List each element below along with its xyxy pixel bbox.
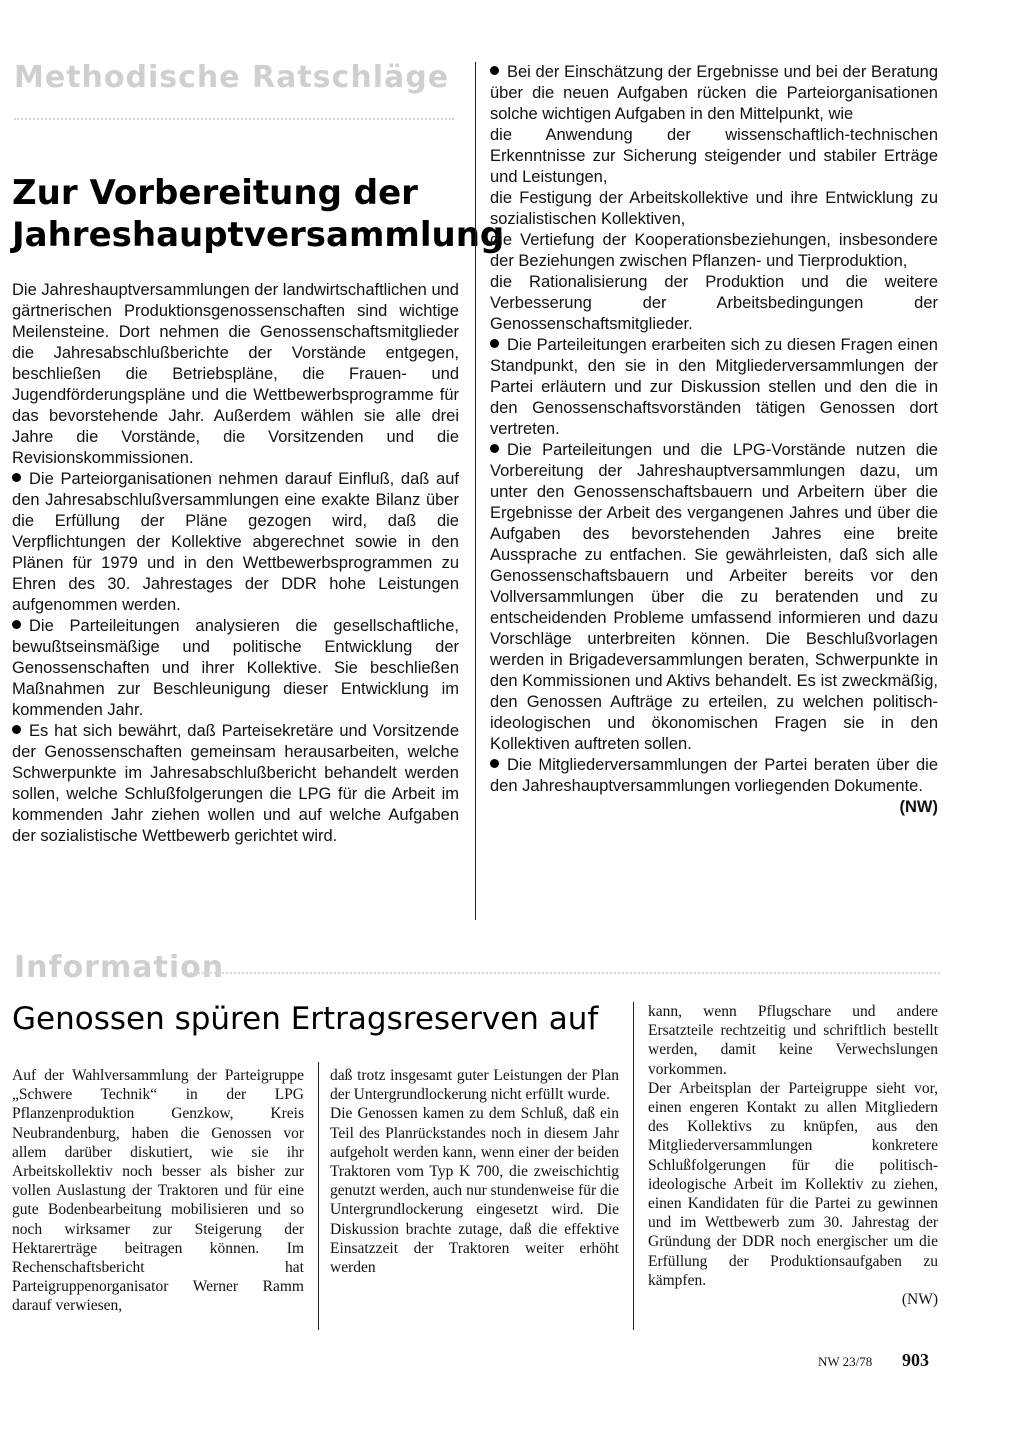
article2-col3-p2: Der Arbeitsplan der Parteigruppe sieht vor, einen engeren Kontakt zu allen Mitgliedern des Kollektivs zu knüpfen, aus den Mitgliederversammlungen konkretere Schlußfolgerungen für die politisch-ideologische Arbeit im Kollektiv zu ziehen, einen Kandidaten für die Partei zu gewinnen und im Wettbewerb zum 30. Jahrestag der Gründung der DDR noch energischer um die Erfüllung der Produktionsaufgaben zu kämpfen. bbox=[648, 1079, 938, 1289]
article2-col3-p1: kann, wenn Pflugschare und andere Ersatzteile rechtzeitig und schriftlich bestellt werden, damit keine Verwechslungen vorkommen. bbox=[648, 1003, 938, 1078]
article1-right-paragraph bbox=[490, 440, 938, 755]
section-label-information: Information bbox=[14, 950, 225, 985]
article1-right-paragraph bbox=[490, 272, 938, 335]
article1-right-signature: (NW) bbox=[899, 798, 938, 816]
article1-right-paragraph bbox=[490, 335, 938, 440]
article1-left-paragraph bbox=[12, 469, 459, 616]
article2-signature: (NW) bbox=[901, 1291, 938, 1309]
page-number: 903 bbox=[902, 1350, 929, 1370]
article1-right-paragraph bbox=[490, 230, 938, 272]
section-label-rule bbox=[14, 118, 454, 120]
article2-divider-1 bbox=[318, 1062, 319, 1330]
article1-right-column bbox=[490, 62, 938, 818]
article1-left-paragraph-text: Es hat sich bewährt, daß Parteisekretäre und Vorsitzende der Genossenschaften gemeinsam herausarbeiten, welche Schwerpunkte im Jahresabschlußbericht behandelt werden sollen, welche Schlußfolgerungen die LPG für die Arbeit im kommenden Jahr ziehen wollen und auf welche Aufgaben der sozialistische Wettbewerb gerichtet wird. bbox=[12, 722, 459, 845]
article2-column-2 bbox=[330, 1066, 619, 1277]
article1-headline-line2: Jahreshauptversammlung bbox=[12, 215, 505, 255]
article2-column-1 bbox=[12, 1066, 304, 1316]
article1-left-column bbox=[12, 280, 459, 847]
article1-right-paragraph-text: Die Mitgliederversammlungen der Partei beraten über die den Jahreshauptversammlungen vorliegenden Dokumente. bbox=[490, 756, 938, 795]
article2-headline: Genossen spüren Ertragsreserven auf bbox=[12, 1001, 599, 1037]
article1-right-paragraph-text: die Anwendung der wissenschaftlich-technischen Erkenntnisse zur Sicherung steigender und stabiler Erträge und Leistungen, bbox=[490, 126, 938, 186]
column-divider bbox=[475, 62, 476, 920]
information-rule bbox=[185, 972, 940, 974]
bullet-icon bbox=[12, 473, 21, 482]
article2-column-3 bbox=[648, 1002, 938, 1309]
bullet-icon bbox=[490, 339, 499, 348]
article1-left-paragraph bbox=[12, 280, 459, 469]
bullet-icon bbox=[490, 444, 499, 453]
section-label-methodische-ratschlaege: Methodische Ratschläge bbox=[14, 60, 450, 95]
article1-right-paragraph bbox=[490, 125, 938, 188]
article1-left-paragraph-text: Die Jahreshauptversammlungen der landwirtschaftlichen und gärtnerischen Produktionsgenossenschaften sind wichtige Meilensteine. Dort nehmen die Genossenschaftsmitglieder die Jahresabschlußberichte der Vorstände entgegen, beschließen die Betriebspläne, die Frauen- und Jugendförderungspläne und die Wettbewerbsprogramme für das bevorstehende Jahr. Außerdem wählen sie alle drei Jahre die Vorstände, die Vorsitzenden und die Revisionskommissionen. bbox=[12, 281, 459, 467]
bullet-icon bbox=[12, 725, 21, 734]
article1-right-paragraph-text: Bei der Einschätzung der Ergebnisse und bei der Beratung über die neuen Aufgaben rücken die Parteiorganisationen solche wichtigen Aufgaben in den Mittelpunkt, wie bbox=[490, 63, 938, 123]
article2-col1-text: Auf der Wahlversammlung der Parteigruppe „Schwere Technik“ in der LPG Pflanzenproduktion Genzkow, Kreis Neubrandenburg, haben die Genossen vor allem darüber diskutiert, wie sie ihr Arbeitskollektiv noch besser als bisher zur vollen Auslastung der Traktoren und für eine gute Bodenbearbeitung mobilisieren und so noch wirksamer zur Steigerung der Hektarerträge beitragen können. Im Rechenschaftsbericht hat Parteigruppenorganisator Werner Ramm darauf verwiesen, bbox=[12, 1067, 304, 1315]
article1-right-paragraph bbox=[490, 62, 938, 125]
bullet-icon bbox=[490, 759, 499, 768]
article2-divider-2 bbox=[633, 1002, 634, 1330]
article1-right-paragraph-text: Die Parteileitungen erarbeiten sich zu diesen Fragen einen Standpunkt, den sie in den Mitgliederversammlungen der Partei erläutern und zur Diskussion stellen und den die in den Genossenschaftsvorständen tätigen Genossen dort vertreten. bbox=[490, 336, 938, 438]
article1-headline-line1: Zur Vorbereitung der bbox=[12, 173, 418, 213]
article1-left-paragraph-text: Die Parteiorganisationen nehmen darauf Einfluß, daß auf den Jahresabschlußversammlungen eine exakte Bilanz über die Erfüllung der Pläne gezogen wird, daß die Verpflichtungen der Kollektive abgerechnet sowie in den Plänen für 1979 und in den Wettbewerbsprogrammen zu Ehren des 30. Jahrestages der DDR hohe Leistungen aufgenommen werden. bbox=[12, 470, 459, 614]
article1-left-paragraph-text: Die Parteileitungen analysieren die gesellschaftliche, bewußtseinsmäßige und politische Entwicklung der Genossenschaften und ihrer Kollektive. Sie beschließen Maßnahmen zur Beschleunigung dieser Entwicklung im kommenden Jahr. bbox=[12, 617, 459, 719]
issue-number: NW 23/78 bbox=[818, 1354, 873, 1369]
bullet-icon bbox=[490, 66, 499, 75]
article1-right-paragraph-text: die Vertiefung der Kooperationsbeziehungen, insbesondere der Beziehungen zwischen Pflanzen- und Tierproduktion, bbox=[490, 231, 938, 270]
article2-col2-p1: daß trotz insgesamt guter Leistungen der Plan der Untergrundlockerung nicht erfüllt wurde. bbox=[330, 1067, 619, 1104]
article1-right-paragraph bbox=[490, 188, 938, 230]
article1-right-paragraph bbox=[490, 755, 938, 797]
article1-headline bbox=[12, 172, 504, 256]
bullet-icon bbox=[12, 620, 21, 629]
article1-left-paragraph bbox=[12, 721, 459, 847]
article2-col2-p2: Die Genossen kamen zu dem Schluß, daß ein Teil des Planrückstandes noch in diesem Jahr aufgeholt werden kann, wenn einer der beiden Traktoren vom Typ K 700, die zweischichtig genutzt werden, auch nur stundenweise für die Untergrundlockerung eingesetzt wird. Die Diskussion brachte zutage, daß die effektive Einsatzzeit der Traktoren weiter erhöht werden bbox=[330, 1105, 619, 1277]
article1-right-paragraph-text: Die Parteileitungen und die LPG-Vorstände nutzen die Vorbereitung der Jahreshauptversammlungen dazu, um unter den Genossenschaftsbauern und Arbeitern über die Ergebnisse der Arbeit des vergangenen Jahres und über die Aufgaben des bevorstehenden Jahres eine breite Aussprache zu entfachen. Sie gewährleisten, daß sich alle Genossenschaftsbauern und Arbeiter bereits vor den Vollversammlungen über die zu beratenden und zu entscheidenden Probleme umfassend informieren und dazu Vorschläge unterbreiten können. Die Beschlußvorlagen werden in Brigadeversammlungen beraten, Schwerpunkte in den Kommissionen und Aktivs behandelt. Es ist zweckmäßig, den Genossen Aufträge zu erteilen, zu welchen politisch-ideologischen und ökonomischen Fragen sie in den Kollektiven auftreten sollen. bbox=[490, 441, 938, 753]
article1-right-paragraph-text: die Rationalisierung der Produktion und die weitere Verbesserung der Arbeitsbedingungen der Genossenschaftsmitglieder. bbox=[490, 273, 938, 333]
article1-right-paragraph-text: die Festigung der Arbeitskollektive und ihre Entwicklung zu sozialistischen Kollektiven, bbox=[490, 189, 938, 228]
article1-left-paragraph bbox=[12, 616, 459, 721]
